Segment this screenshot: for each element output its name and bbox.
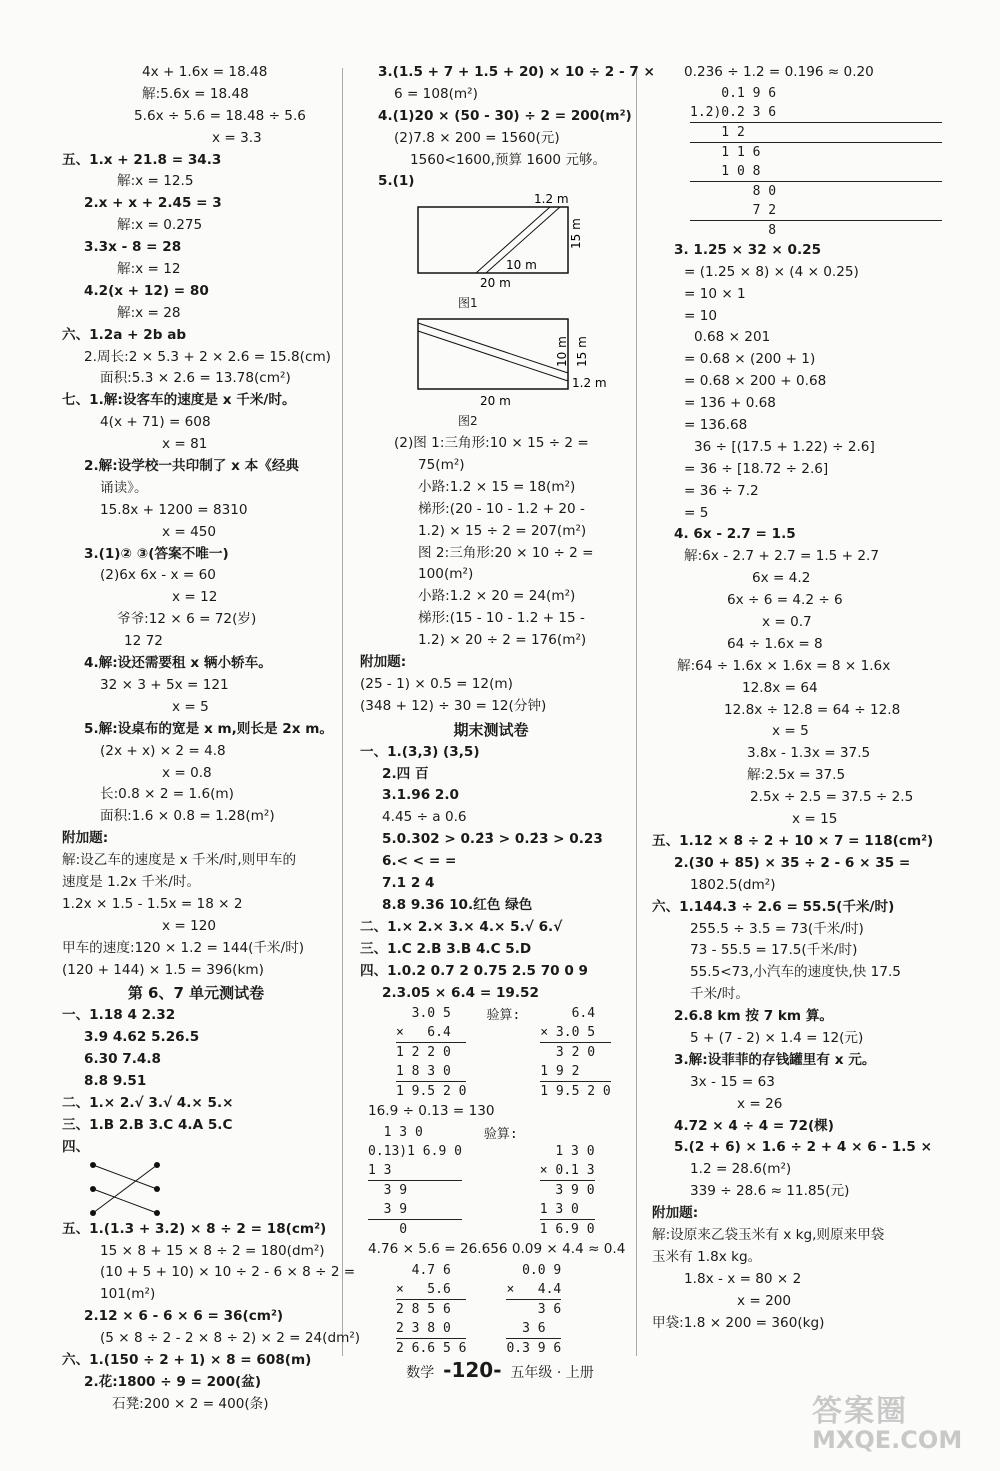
equation-multiply: 4.76 × 5.6 = 26.656 0.09 × 4.4 ≈ 0.4	[368, 1241, 626, 1258]
answer-line: 五、1.x + 21.8 = 34.3	[62, 151, 222, 168]
answer-line: x = 5	[772, 723, 809, 740]
answer-line: 五、1.12 × 8 ÷ 2 + 10 × 7 = 118(cm²)	[652, 832, 934, 849]
watermark-logo: 答案圈	[812, 1394, 908, 1429]
answer-line: 73 - 55.5 = 17.5(千米/时)	[690, 942, 858, 959]
answer-line: 3x - 15 = 63	[690, 1073, 775, 1090]
answer-line: x = 120	[162, 917, 217, 934]
footer-grade: 五年级 · 上册	[510, 1365, 594, 1381]
answer-line: x = 15	[792, 811, 838, 828]
answer-line: 5.解:设桌布的宽是 x m,则长是 2x m。	[84, 720, 334, 737]
check-label: 验算:	[486, 1008, 521, 1024]
answer-line: 附加题:	[360, 654, 407, 671]
answer-line: 3.(1.5 + 7 + 1.5 + 20) × 10 ÷ 2 - 7 ×	[378, 64, 655, 80]
watermark-url: MXQE.COM	[812, 1426, 963, 1454]
answer-line: 0.68 × 201	[694, 329, 771, 346]
fig2-rectangle	[418, 319, 568, 389]
answer-line: x = 200	[737, 1292, 792, 1309]
answers-final-part1	[360, 742, 622, 1005]
answers-unit6-7-part2	[62, 1219, 361, 1416]
footer-subject: 数学	[406, 1365, 435, 1381]
answer-line: = 10	[684, 307, 718, 324]
answer-line: 图 2:三角形:20 × 10 ÷ 2 =	[418, 544, 594, 561]
answer-line: (25 - 1) × 0.5 = 12(m)	[360, 675, 513, 692]
fig2-caption: 图2	[458, 414, 478, 429]
match-line	[93, 1189, 157, 1213]
fig2-label-right2: 15 m	[575, 336, 589, 368]
answer-line: 1.8x - x = 80 × 2	[684, 1270, 802, 1287]
answer-line: 5.6x ÷ 5.6 = 18.48 ÷ 5.6	[134, 107, 306, 124]
answer-line: 附加题:	[62, 830, 109, 847]
answer-line: 附加题:	[652, 1205, 699, 1222]
answer-line: 三、1.C 2.B 3.B 4.C 5.D	[360, 940, 532, 957]
answer-line: 7.1 2 4	[382, 875, 435, 892]
answer-line: 解:设乙车的速度是 x 千米/时,则甲车的	[62, 852, 297, 869]
answer-line: 4.(1)20 × (50 - 30) ÷ 2 = 200(m²)	[378, 107, 632, 124]
answer-line: x = 26	[737, 1095, 783, 1112]
answer-line: x = 0.7	[762, 614, 812, 631]
answer-line: 2.6.8 km 按 7 km 算。	[674, 1008, 834, 1025]
answer-line: (120 + 144) × 1.5 = 396(km)	[62, 961, 264, 978]
answer-line: 解:x = 0.275	[117, 217, 203, 234]
answer-line: 一、1.(3,3) (3,5)	[360, 743, 480, 760]
figure-2	[410, 315, 610, 411]
answer-line: 速度是 1.2x 千米/时。	[62, 873, 201, 890]
answer-line: 3.3x - 8 = 28	[84, 239, 182, 256]
fig2-path-edge	[418, 323, 568, 373]
answer-line: 2.周长:2 × 5.3 + 2 × 2.6 = 15.8(cm)	[84, 348, 331, 365]
fig1-label-right: 15 m	[569, 218, 583, 250]
answer-line: = 36 ÷ [18.72 ÷ 2.6]	[684, 460, 829, 477]
answer-line: 解:x = 12.5	[117, 173, 194, 190]
page-footer	[0, 1358, 1000, 1382]
answer-line: x = 12	[172, 589, 218, 606]
answer-line: 3.(1)② ③(答案不唯一)	[84, 545, 229, 562]
answer-line: 3. 1.25 × 32 × 0.25	[674, 241, 822, 258]
answer-line: = 136 + 0.68	[684, 395, 776, 412]
fig1-caption: 图1	[458, 296, 478, 311]
answer-line: 六、1.2a + 2b ab	[62, 326, 187, 343]
answer-line: 15.8x + 1200 = 8310	[100, 501, 248, 518]
answer-line: = 36 ÷ 7.2	[684, 482, 759, 499]
answer-line: 五、1.(1.3 + 3.2) × 8 ÷ 2 = 18(cm²)	[62, 1220, 327, 1237]
answer-line: 2.花:1800 ÷ 9 = 200(盆)	[84, 1373, 262, 1390]
answer-line: 石凳:200 × 2 = 400(条)	[112, 1395, 269, 1412]
fig2-label-bottom: 20 m	[480, 394, 511, 409]
page-number: -120-	[443, 1358, 502, 1382]
answer-line: 三、1.B 2.B 3.C 4.A 5.C	[62, 1116, 233, 1133]
fig1-label-bottom: 20 m	[480, 276, 511, 291]
answer-line: 3.解:设菲菲的存钱罐里有 x 元。	[674, 1051, 876, 1068]
answer-line: = 5	[684, 504, 709, 521]
answers-unit6-7-part1	[62, 1005, 330, 1158]
answer-line: 面积:5.3 × 2.6 = 13.78(cm²)	[100, 370, 291, 387]
answers-final-part2	[652, 240, 942, 1335]
answer-line: 1.2 = 28.6(m²)	[690, 1161, 792, 1178]
answer-line: 诵读》。	[100, 479, 148, 496]
answer-line: 1.2) × 20 ÷ 2 = 176(m²)	[418, 632, 587, 649]
answer-line: 解:2.5x = 37.5	[747, 767, 846, 784]
answer-line: 5 + (7 - 2) × 1.4 = 12(元)	[690, 1029, 864, 1046]
final-exam-title: 期末测试卷	[453, 720, 529, 739]
answer-line: 55.5<73,小汽车的速度快,快 17.5	[690, 964, 901, 981]
match-line	[93, 1165, 157, 1213]
column-3	[652, 62, 942, 1334]
answer-line: = (1.25 × 8) × (4 × 0.25)	[684, 263, 859, 280]
answer-line: 面积:1.6 × 0.8 = 1.28(m²)	[100, 808, 275, 825]
answer-line: 6x = 4.2	[752, 570, 811, 587]
answer-line: (2)7.8 × 200 = 1560(元)	[394, 129, 560, 146]
answer-line: 2.(30 + 85) × 35 ÷ 2 - 6 × 35 =	[674, 854, 911, 871]
answer-line: (2x + x) × 2 = 4.8	[100, 742, 226, 759]
fig1-label-inner: 10 m	[506, 258, 537, 273]
answer-line: 4.45 ÷ a 0.6	[382, 809, 467, 826]
answer-line: 解:设原来乙袋玉米有 x kg,则原来甲袋	[652, 1226, 885, 1243]
answer-line: 小路:1.2 × 20 = 24(m²)	[418, 588, 576, 605]
answers-geometry	[360, 62, 655, 193]
answer-line: 四、1.0.2 0.7 2 0.75 2.5 70 0 9	[360, 962, 589, 979]
answer-line: 100(m²)	[418, 566, 474, 583]
answer-line: 5.0.302 > 0.2̇3̇ > 0.2̇3 > 0.23	[382, 831, 603, 848]
vertical-calc-multiply-2: 4.7 6 × 5.6 2 8 5 6 2 3 8 0 2 6.6 5 6 0.0 9 × 4.4 3 6 3 6 0.3 9 6	[396, 1263, 562, 1357]
answer-line: (348 + 12) ÷ 30 = 12(分钟)	[360, 697, 547, 714]
fig1-label-top: 1.2 m	[534, 193, 569, 207]
answer-line: x = 0.8	[162, 764, 212, 781]
answer-line: 6 = 108(m²)	[394, 85, 478, 102]
answer-line: 2.四 百	[382, 765, 429, 782]
answer-line: 解:5.6x = 18.48	[142, 85, 249, 102]
fig2-label-right1: 10 m	[555, 336, 569, 368]
answer-line: 75(m²)	[418, 457, 465, 474]
column-1	[62, 62, 361, 1416]
answer-line: 4.2(x + 12) = 80	[84, 282, 209, 299]
answer-line: x = 5	[172, 698, 209, 715]
equation-division-2: 0.236 ÷ 1.2 = 0.19̇6 ≈ 0.20	[684, 64, 874, 80]
answer-line: 1802.5(dm²)	[690, 876, 776, 893]
answer-line: 一、1.18 4 2.32	[62, 1007, 176, 1024]
answer-line: = 0.68 × 200 + 0.68	[684, 373, 827, 390]
answer-line: 梯形:(20 - 10 - 1.2 + 20 -	[418, 500, 585, 517]
answer-line: 2.12 × 6 - 6 × 6 = 36(cm²)	[84, 1308, 284, 1325]
answer-line: 六、1.(150 ÷ 2 + 1) × 8 = 608(m)	[62, 1351, 312, 1368]
answer-line: 8.8 9.36 10.红色 绿色	[382, 896, 533, 913]
answer-line: 4.解:设还需要租 x 辆小轿车。	[84, 655, 272, 672]
answer-line: 8.8 9.51	[84, 1073, 147, 1090]
answer-line: 36 ÷ [(17.5 + 1.22) ÷ 2.6]	[694, 438, 875, 455]
answer-line: 4. 6x - 2.7 = 1.5	[674, 526, 796, 543]
answer-line: (10 + 5 + 10) × 10 ÷ 2 - 6 × 8 ÷ 2 =	[100, 1264, 356, 1281]
answer-line: 255.5 ÷ 3.5 = 73(千米/时)	[690, 920, 864, 937]
column-divider-right	[636, 68, 637, 1356]
answer-line: 6.30 7.4.8	[84, 1051, 161, 1068]
answer-line: x = 3.3	[212, 129, 262, 146]
answer-line: 四、	[62, 1138, 90, 1155]
answer-line: 5.(2 + 6) × 1.6 ÷ 2 + 4 × 6 - 1.5 ×	[674, 1139, 933, 1156]
equation-division: 16.9 ÷ 0.13 = 130	[368, 1103, 495, 1120]
vertical-calc-multiply: 3.0 5 × 6.4 1 2 2 0 1 8 3 0 1 9.5 2 0 验算: 6.4 × 3.0 5 3 2 0 1 9 2 1 9.5 2 0	[396, 1006, 611, 1100]
answer-line: 12.8x ÷ 12.8 = 64 ÷ 12.8	[724, 701, 901, 718]
answer-line: 101(m²)	[100, 1286, 156, 1303]
answer-line: 3.8x - 1.3x = 37.5	[747, 745, 871, 762]
check-label: 验算:	[483, 1127, 518, 1143]
answer-line: 15 × 8 + 15 × 8 ÷ 2 = 180(dm²)	[100, 1242, 325, 1259]
answer-line: (2)图 1:三角形:10 × 15 ÷ 2 =	[394, 435, 589, 452]
answer-line: 长:0.8 × 2 = 1.6(m)	[100, 786, 234, 803]
answer-line: 2.3.05 × 6.4 = 19.52	[382, 984, 539, 1001]
figure-1	[410, 193, 610, 293]
answer-line: 1.2) × 15 ÷ 2 = 207(m²)	[418, 522, 587, 539]
answer-line: 6x ÷ 6 = 4.2 ÷ 6	[727, 592, 843, 609]
answer-line: 梯形:(15 - 10 - 1.2 + 15 -	[418, 610, 585, 627]
answer-line: 千米/时。	[690, 986, 749, 1003]
answer-line: 64 ÷ 1.6x = 8	[727, 635, 823, 652]
answers-area	[360, 433, 622, 718]
answer-line: 七、1.解:设客车的速度是 x 千米/时。	[62, 392, 296, 409]
answer-line: 5.(1)	[378, 173, 415, 190]
column-2	[360, 62, 655, 1358]
answer-line: (2)6x 6x - x = 60	[100, 567, 216, 584]
answer-line: 4(x + 71) = 608	[100, 414, 211, 431]
answer-line: x = 450	[162, 523, 217, 540]
matching-lines-figure	[87, 1159, 207, 1219]
answer-line: 339 ÷ 28.6 ≈ 11.85(元)	[690, 1183, 850, 1200]
answer-line: 4.72 × 4 ÷ 4 = 72(棵)	[674, 1117, 834, 1134]
answer-line: 3.1.96̇ 2.0	[382, 787, 459, 804]
answer-line: 小路:1.2 × 15 = 18(m²)	[418, 478, 576, 495]
answer-line: 3.9 4.62 5.26.5	[84, 1029, 200, 1046]
answer-line: 解:6x - 2.7 + 2.7 = 1.5 + 2.7	[684, 548, 879, 565]
fig1-rectangle	[418, 207, 568, 273]
answer-line: = 136.68	[684, 417, 748, 434]
answer-line: = 0.68 × (200 + 1)	[684, 351, 816, 368]
answer-line: 12.8x = 64	[742, 679, 818, 696]
column-divider-left	[342, 68, 343, 1356]
answer-line: 玉米有 1.8x kg。	[652, 1248, 762, 1265]
answer-line: 解:x = 12	[117, 261, 181, 278]
answer-line: 1.2x × 1.5 - 1.5x = 18 × 2	[62, 895, 243, 912]
answers-unit5	[62, 62, 334, 981]
answer-line: 12 72	[124, 633, 163, 650]
answer-line: 1560<1600,预算 1600 元够。	[410, 151, 607, 168]
match-line	[93, 1165, 157, 1189]
fig2-label-right3: 1.2 m	[572, 376, 607, 391]
answer-line: 32 × 3 + 5x = 121	[100, 676, 229, 693]
answer-line: 甲袋:1.8 × 200 = 360(kg)	[652, 1314, 825, 1331]
answer-line: 爷爷:12 × 6 = 72(岁)	[117, 611, 257, 628]
answer-line: 2.5x ÷ 2.5 = 37.5 ÷ 2.5	[750, 789, 914, 806]
vertical-calc-division-2: 0.1 9 6 1.2)0.2 3 6 1 2 1 1 6 1 0 8 8 0 7 2 8	[652, 84, 942, 240]
answer-line: 六、1.144.3 ÷ 2.6 = 55.5(千米/时)	[652, 898, 895, 915]
unit-6-7-title: 第 6、7 单元测试卷	[127, 984, 265, 1003]
answer-line: 解:x = 28	[117, 304, 181, 321]
answer-line: 6.< < = =	[382, 853, 457, 870]
answer-line: = 10 × 1	[684, 285, 746, 302]
vertical-calc-division: 1 3 0 0.13)1 6.9 0 1 3 3 9 3 9 0 验算: 1 3 0 × 0.1 3 3 9 0 1 3 0 1 6.9 0	[368, 1125, 595, 1238]
answer-line: 甲车的速度:120 × 1.2 = 144(千米/时)	[62, 939, 305, 956]
answer-line: 二、1.× 2.× 3.× 4.× 5.√ 6.√	[360, 918, 563, 935]
answer-line: 2.解:设学校一共印制了 x 本《经典	[84, 458, 300, 475]
answer-line: 解:64 ÷ 1.6x × 1.6x = 8 × 1.6x	[677, 657, 891, 674]
answer-line: 二、1.× 2.√ 3.√ 4.× 5.×	[62, 1094, 234, 1111]
answer-line: x = 81	[162, 436, 208, 453]
answer-line: (5 × 8 ÷ 2 - 2 × 8 ÷ 2) × 2 = 24(dm²)	[100, 1330, 361, 1347]
answer-line: 4x + 1.6x = 18.48	[142, 64, 268, 80]
fig2-path-edge	[418, 331, 568, 381]
answer-line: 2.x + x + 2.45 = 3	[84, 195, 222, 212]
